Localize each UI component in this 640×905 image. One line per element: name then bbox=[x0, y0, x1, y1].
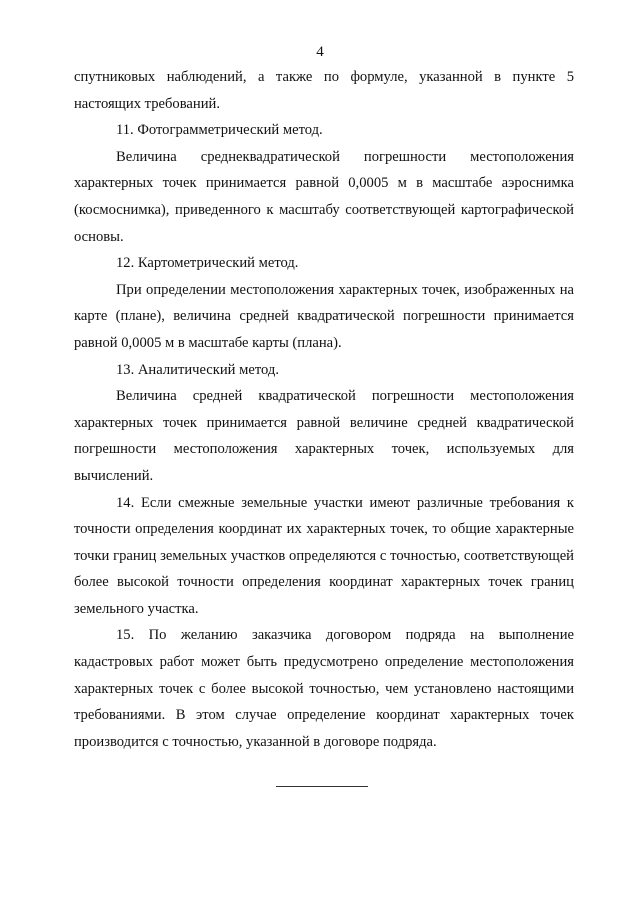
section-heading-13: 13. Аналитический метод. bbox=[116, 361, 279, 378]
end-separator-line bbox=[276, 786, 368, 787]
section-heading-11: 11. Фотограмметрический метод. bbox=[116, 122, 323, 139]
paragraph-continuation: спутниковых наблюдений, а также по формуле, указанной в пункте 5 настоящих требований. bbox=[74, 69, 574, 112]
paragraph-15: 15. По желанию заказчика договором подряда на выполнение кадастровых работ может быть предусмотрено определение местоположения характерных точек с более высокой точностью, чем установлено настоящими требованиями. В этом случае определение координат характерных точек производится с точностью, указанной в договоре подряда. bbox=[74, 627, 574, 750]
paragraph-11-body: Величина среднеквадратической погрешности местоположения характерных точек принимается равной 0,0005 м в масштабе аэроснимка (космоснимка), приведенного к масштабу соответствующей картографической основы. bbox=[74, 148, 574, 245]
paragraph-13-body: Величина средней квадратической погрешности местоположения характерных точек принимается равной величине средней квадратической погрешности местоположения характерных точек, используемых для вычислений. bbox=[74, 388, 574, 484]
paragraph-12-body: При определении местоположения характерных точек, изображенных на карте (плане), величина средней квадратической погрешности принимается равной 0,0005 м в масштабе карты (плана). bbox=[74, 281, 574, 351]
page-number: 4 bbox=[316, 44, 324, 60]
paragraph-14: 14. Если смежные земельные участки имеют различные требования к точности определения координат их характерных точек, то общие характерные точки границ земельных участков определяются с точностью, соответствующей более высокой точности определения координат характерных точек границ земельного участка. bbox=[74, 494, 574, 617]
document-body bbox=[74, 64, 574, 755]
section-heading-12: 12. Картометрический метод. bbox=[116, 255, 299, 272]
